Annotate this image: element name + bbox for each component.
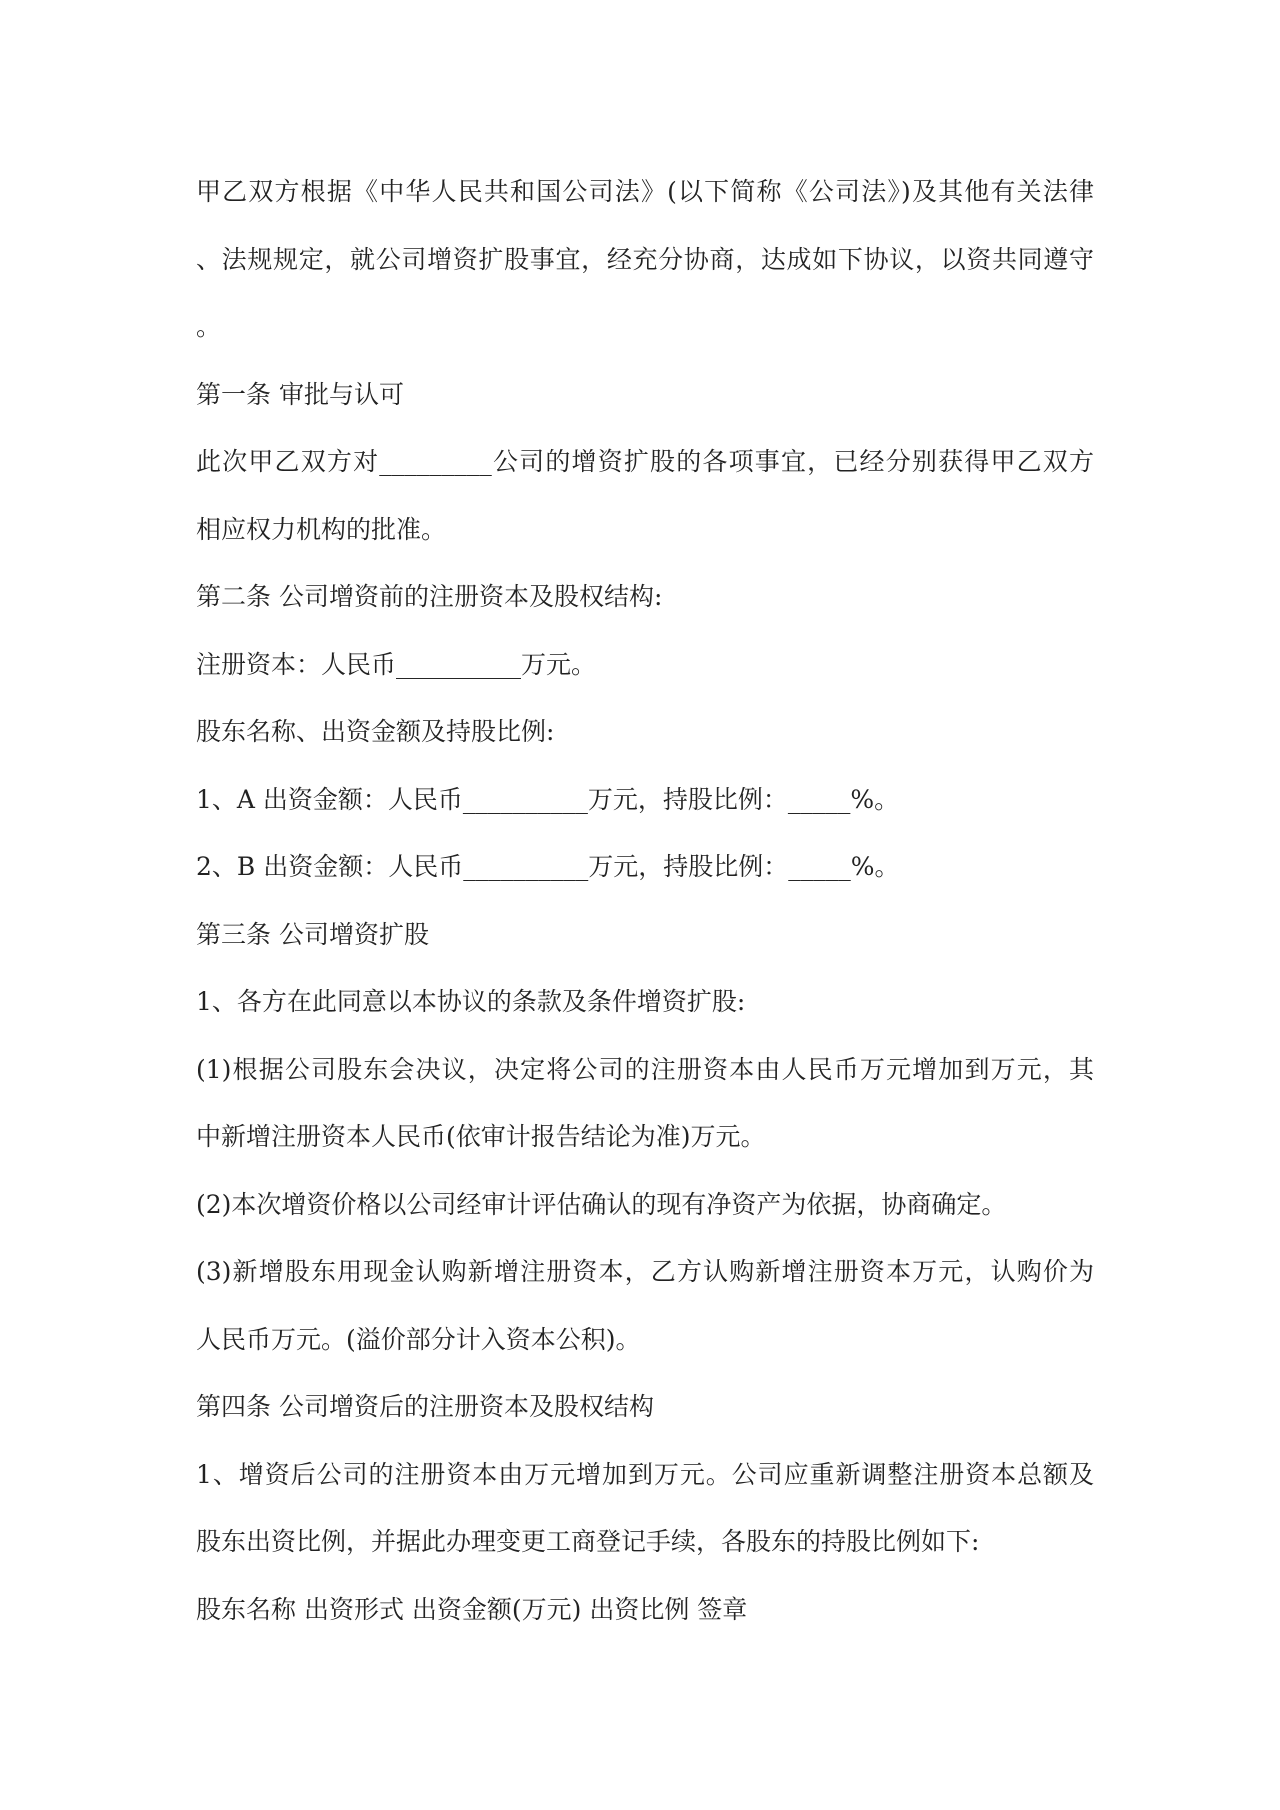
text-line: 。	[196, 312, 222, 341]
text-line: (2)本次增资价格以公司经审计评估确认的现有净资产为依据，协商确定。	[196, 1189, 1007, 1219]
text-line: 第四条 公司增资后的注册资本及股权结构	[196, 1392, 654, 1421]
text-line: 人民币万元。(溢价部分计入资本公积)。	[196, 1324, 641, 1354]
text-line: 股东名称 出资形式 出资金额(万元) 出资比例 签章	[196, 1594, 748, 1624]
text-line: 1、各方在此同意以本协议的条款及条件增资扩股:	[196, 987, 746, 1016]
text-line: 甲乙双方根据《中华人民共和国公司法》(以下简称《公司法》)及其他有关法律	[196, 177, 1094, 206]
text-line: 股东名称、出资金额及持股比例:	[196, 717, 555, 746]
document-body	[196, 158, 1094, 1643]
text-line: 中新增注册资本人民币(依审计报告结论为准)万元。	[196, 1122, 766, 1151]
text-line: 1、A 出资金额：人民币__________万元，持股比例：_____%。	[196, 784, 900, 814]
text-line: 股东出资比例，并据此办理变更工商登记手续，各股东的持股比例如下:	[196, 1527, 980, 1556]
text-line: 第三条 公司增资扩股	[196, 919, 429, 949]
text-line: 相应权力机构的批准。	[196, 514, 447, 544]
text-line: (1)根据公司股东会决议，决定将公司的注册资本由人民币万元增加到万元，其	[196, 1054, 1094, 1084]
text-line: 注册资本：人民币__________万元。	[196, 649, 597, 679]
text-line: 1、增资后公司的注册资本由万元增加到万元。公司应重新调整注册资本总额及	[196, 1459, 1094, 1489]
text-line: 第一条 审批与认可	[196, 379, 404, 409]
text-line: 、法规规定，就公司增资扩股事宜，经充分协商，达成如下协议，以资共同遵守	[196, 244, 1094, 274]
text-line: 2、B 出资金额：人民币__________万元，持股比例：_____%。	[196, 852, 900, 881]
text-line: (3)新增股东用现金认购新增注册资本，乙方认购新增注册资本万元，认购价为	[196, 1257, 1094, 1286]
text-line: 第二条 公司增资前的注册资本及股权结构:	[196, 582, 663, 611]
text-line: 此次甲乙双方对_________公司的增资扩股的各项事宜，已经分别获得甲乙双方	[196, 447, 1094, 476]
